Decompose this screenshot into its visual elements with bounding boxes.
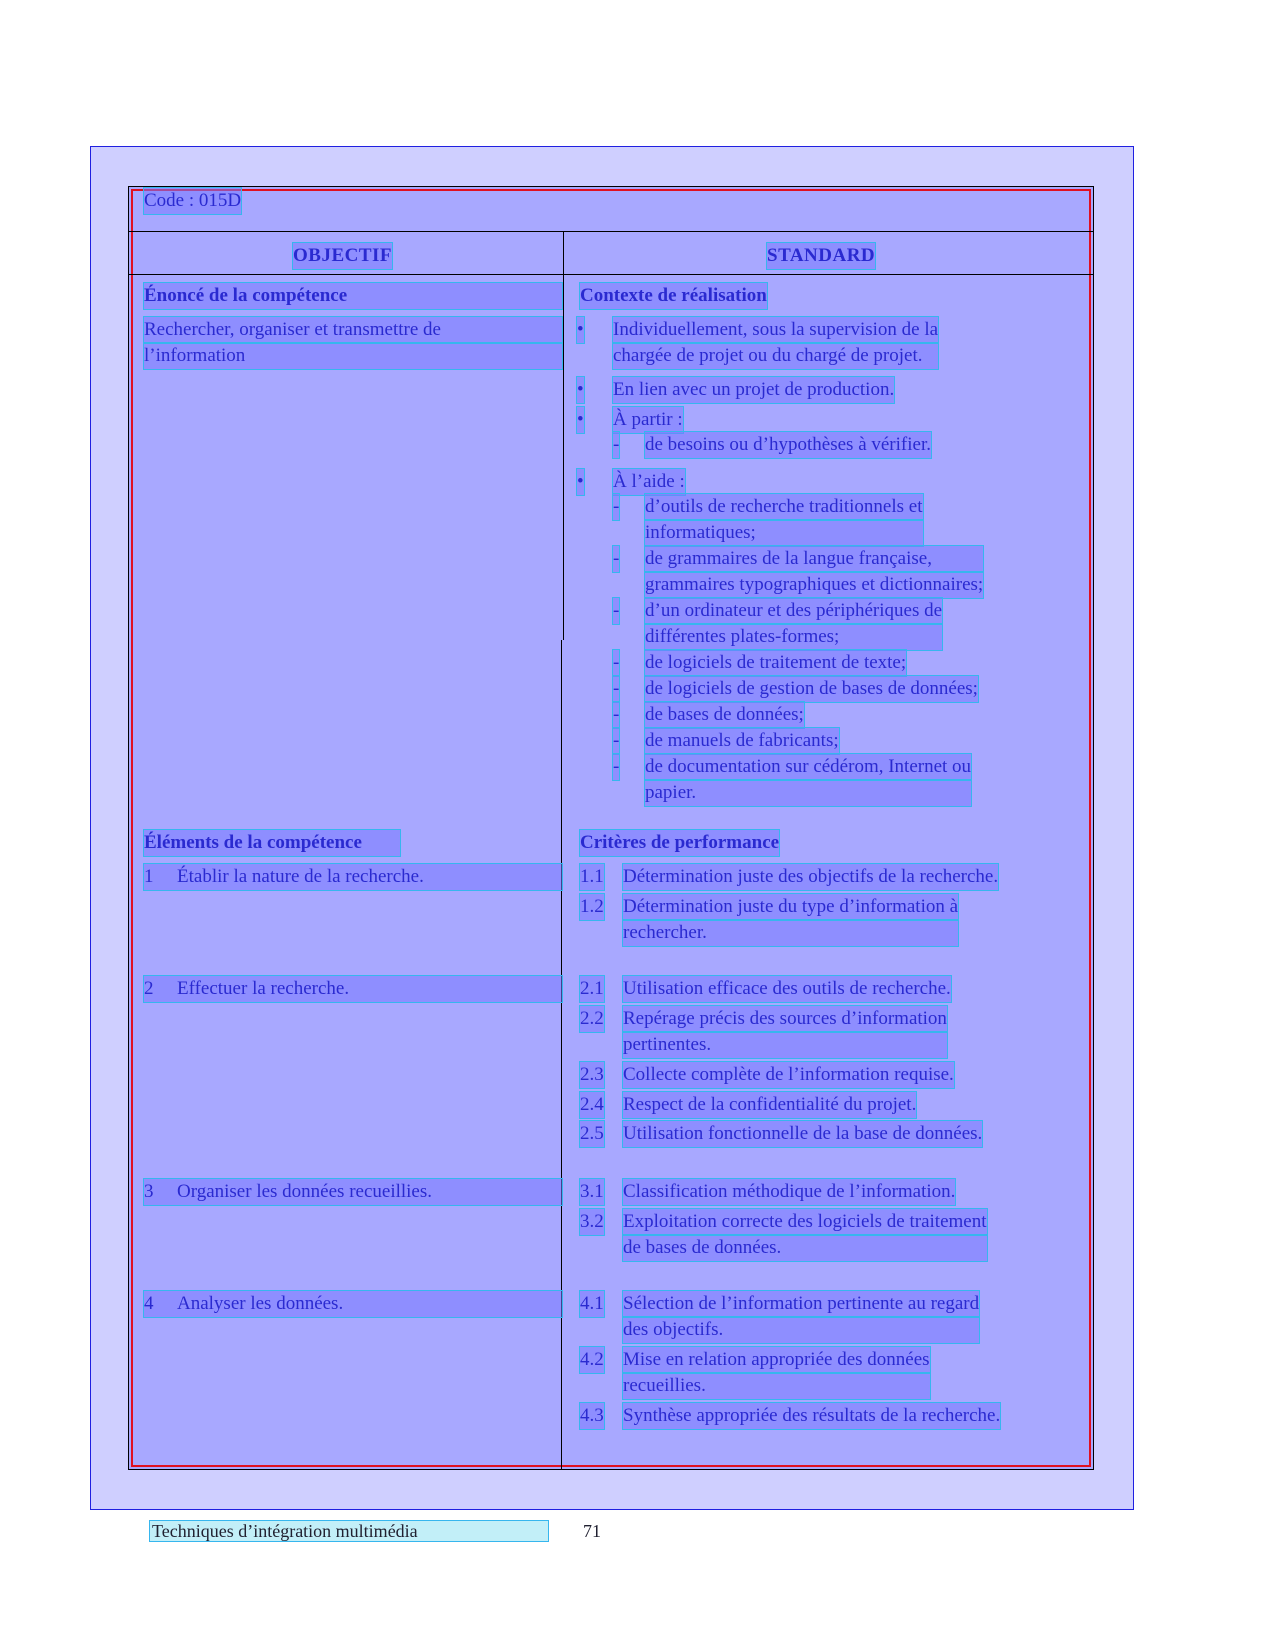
criterion-text <box>623 1403 1000 1429</box>
context-text <box>645 650 906 676</box>
criterion-line: des objectifs. <box>623 1317 979 1343</box>
context-line: de bases de données; <box>645 702 804 728</box>
bullet-marker: • <box>577 469 584 495</box>
header-standard: STANDARD <box>767 243 875 269</box>
criterion-number: 1.1 <box>580 864 604 890</box>
context-line: d’outils de recherche traditionnels et <box>645 494 923 520</box>
page-number-text: 71 <box>583 1521 601 1541</box>
element-item <box>144 864 562 890</box>
statement-line: Rechercher, organiser et transmettre de <box>144 317 562 343</box>
criterion-line: Détermination juste des objectifs de la recherche. <box>623 864 998 890</box>
criterion-line: Collecte complète de l’information requise. <box>623 1062 954 1088</box>
criterion-text <box>623 1179 955 1205</box>
section-title-enonce: Énoncé de la compétence <box>144 283 562 309</box>
context-text <box>645 432 931 458</box>
dash-marker: - <box>613 432 619 458</box>
section-title-criteres: Critères de performance <box>580 830 779 856</box>
header-top-rule <box>128 231 1094 232</box>
element-text: Établir la nature de la recherche. <box>177 866 424 887</box>
criterion-number: 1.2 <box>580 894 604 920</box>
criterion-line: Mise en relation appropriée des données <box>623 1347 930 1373</box>
context-line: de logiciels de traitement de texte; <box>645 650 906 676</box>
dash-marker: - <box>613 598 619 624</box>
context-line: différentes plates-formes; <box>645 624 942 650</box>
criterion-line: Repérage précis des sources d’information <box>623 1006 947 1032</box>
context-line: de logiciels de gestion de bases de données; <box>645 676 978 702</box>
context-line: de manuels de fabricants; <box>645 728 839 754</box>
criterion-line: Détermination juste du type d’information à <box>623 894 958 920</box>
competence-table <box>128 186 1094 1470</box>
criterion-line: Classification méthodique de l’information. <box>623 1179 955 1205</box>
element-number: 1 <box>144 866 154 887</box>
element-text: Analyser les données. <box>177 1293 344 1314</box>
header-bottom-rule <box>128 274 1094 275</box>
context-text <box>613 469 685 495</box>
dash-marker: - <box>613 702 619 728</box>
context-line: Individuellement, sous la supervision de la <box>613 317 938 343</box>
context-text <box>645 494 923 546</box>
criterion-line: Synthèse appropriée des résultats de la recherche. <box>623 1403 1000 1429</box>
criterion-line: Respect de la confidentialité du projet. <box>623 1092 916 1118</box>
element-number: 3 <box>144 1181 154 1202</box>
criterion-text <box>623 1291 979 1343</box>
element-text: Organiser les données recueillies. <box>177 1181 433 1202</box>
dash-marker: - <box>613 546 619 572</box>
dash-marker: - <box>613 494 619 520</box>
element-item <box>144 1291 562 1317</box>
column-divider-top <box>563 231 564 640</box>
context-line: À l’aide : <box>613 469 685 495</box>
criterion-number: 4.1 <box>580 1291 604 1317</box>
element-number: 2 <box>144 978 154 999</box>
criterion-number: 3.2 <box>580 1209 604 1235</box>
context-line: de besoins ou d’hypothèses à vérifier. <box>645 432 931 458</box>
context-line: papier. <box>645 780 971 806</box>
statement-line: l’information <box>144 343 562 369</box>
criterion-text <box>623 1121 982 1147</box>
context-line: d’un ordinateur et des périphériques de <box>645 598 942 624</box>
context-text <box>645 754 971 806</box>
element-item <box>144 976 562 1002</box>
criterion-number: 2.1 <box>580 976 604 1002</box>
dash-marker: - <box>613 728 619 754</box>
footer-program <box>150 1520 548 1542</box>
criterion-line: Sélection de l’information pertinente au regard <box>623 1291 979 1317</box>
bullet-marker: • <box>577 317 584 343</box>
criterion-number: 2.5 <box>580 1121 604 1147</box>
context-line: En lien avec un projet de production. <box>613 377 894 403</box>
criterion-text <box>623 1092 916 1118</box>
criterion-line: Utilisation fonctionnelle de la base de données. <box>623 1121 982 1147</box>
context-line: de documentation sur cédérom, Internet ou <box>645 754 971 780</box>
criterion-text <box>623 1062 954 1088</box>
criterion-number: 4.2 <box>580 1347 604 1373</box>
context-text <box>613 377 894 403</box>
criterion-line: rechercher. <box>623 920 958 946</box>
criterion-line: Exploitation correcte des logiciels de traitement <box>623 1209 987 1235</box>
criterion-number: 3.1 <box>580 1179 604 1205</box>
context-line: grammaires typographiques et dictionnaires; <box>645 572 983 598</box>
dash-marker: - <box>613 676 619 702</box>
competence-statement <box>144 317 562 369</box>
dash-marker: - <box>613 754 619 780</box>
criterion-number: 2.2 <box>580 1006 604 1032</box>
page-number <box>583 1520 601 1542</box>
context-text <box>613 407 683 433</box>
criterion-number: 4.3 <box>580 1403 604 1429</box>
element-number: 4 <box>144 1293 154 1314</box>
criterion-line: recueillies. <box>623 1373 930 1399</box>
context-text <box>645 546 983 598</box>
section-title-contexte: Contexte de réalisation <box>580 283 767 309</box>
dash-marker: - <box>613 650 619 676</box>
footer-program-title: Techniques d’intégration multimédia <box>150 1521 548 1541</box>
criterion-number: 2.3 <box>580 1062 604 1088</box>
element-text: Effectuer la recherche. <box>177 978 350 999</box>
criterion-line: Utilisation efficace des outils de recherche. <box>623 976 951 1002</box>
bullet-marker: • <box>577 377 584 403</box>
section-title-elements: Éléments de la compétence <box>144 830 400 856</box>
element-item <box>144 1179 562 1205</box>
bullet-marker: • <box>577 407 584 433</box>
context-text <box>645 702 804 728</box>
context-line: chargée de projet ou du chargé de projet. <box>613 343 938 369</box>
criterion-text <box>623 1209 987 1261</box>
criterion-text <box>623 894 958 946</box>
criterion-text <box>623 864 998 890</box>
context-line: À partir : <box>613 407 683 433</box>
criterion-line: de bases de données. <box>623 1235 987 1261</box>
context-text <box>645 728 839 754</box>
context-line: de grammaires de la langue française, <box>645 546 983 572</box>
context-text <box>645 676 978 702</box>
context-line: informatiques; <box>645 520 923 546</box>
context-text <box>645 598 942 650</box>
criterion-line: pertinentes. <box>623 1032 947 1058</box>
criterion-text <box>623 976 951 1002</box>
criterion-text <box>623 1347 930 1399</box>
competence-code: Code : 015D <box>144 188 241 214</box>
header-objectif: OBJECTIF <box>293 243 392 269</box>
criterion-text <box>623 1006 947 1058</box>
criterion-number: 2.4 <box>580 1092 604 1118</box>
context-text <box>613 317 938 369</box>
column-divider-bottom <box>561 640 562 1470</box>
